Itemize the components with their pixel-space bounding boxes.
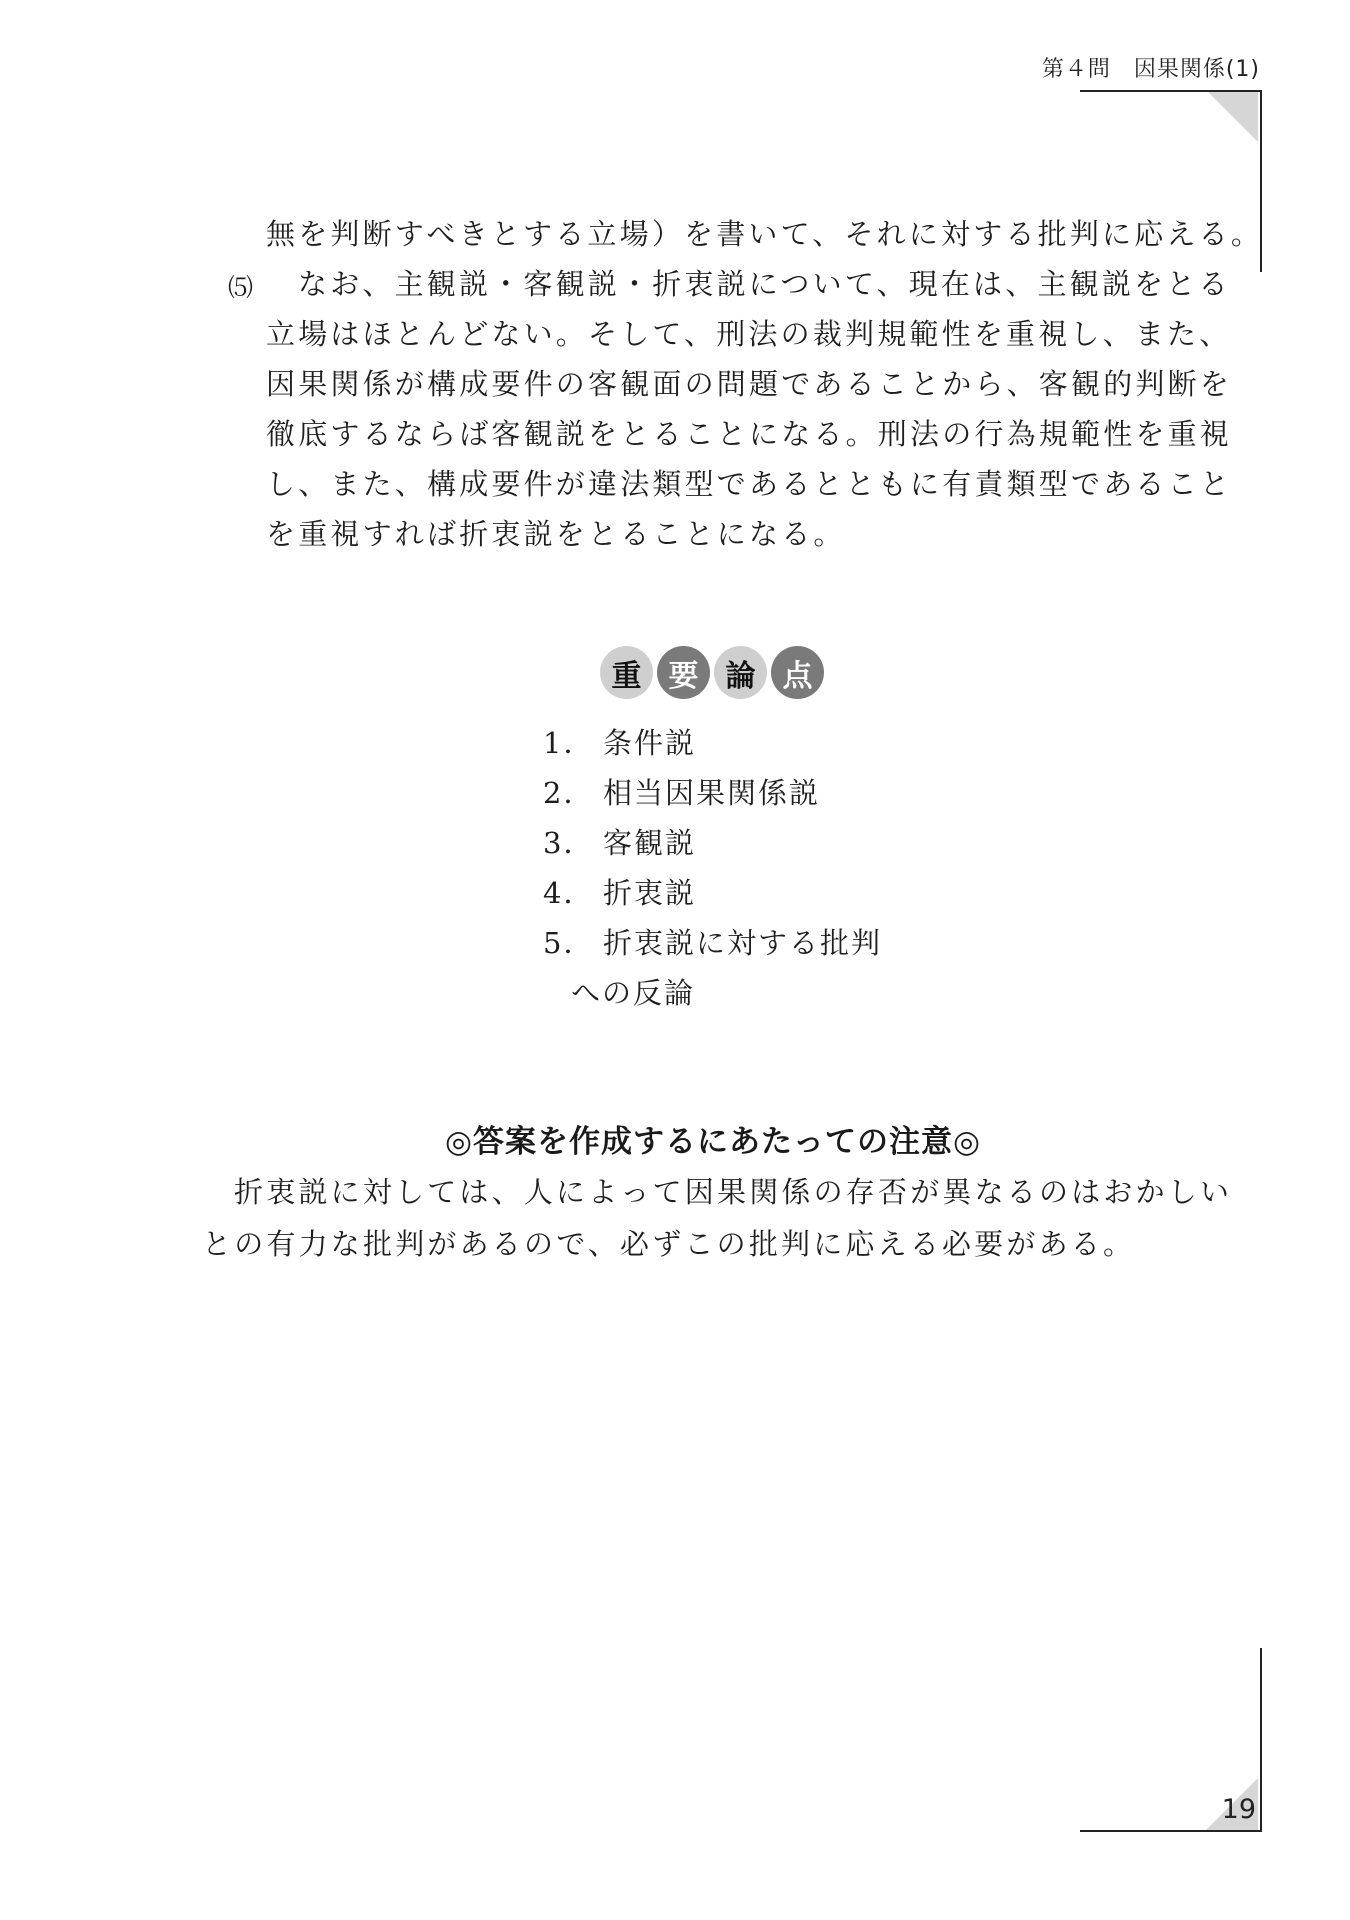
item-text: 相当因果関係説: [603, 776, 821, 810]
item-text: 客観説: [603, 826, 697, 860]
badge-char: 点: [771, 646, 824, 699]
body-line-6: し、また、構成要件が違法類型であるとともに有責類型であること: [266, 467, 1233, 501]
page-number: 19: [1221, 1794, 1256, 1825]
footer-rule: [1080, 1830, 1262, 1832]
item-number: 5．: [543, 926, 595, 960]
item-number: 2．: [543, 776, 595, 810]
badge-char: 論: [714, 646, 767, 699]
body-line-2: なお、主観説・客観説・折衷説について、現在は、主観説をとる: [298, 267, 1231, 301]
item-number: 4．: [543, 876, 595, 910]
key-points-list: [543, 718, 882, 1018]
item-marker-5: ⑸: [228, 273, 254, 302]
body-line-1: 無を判断すべきとする立場）を書いて、それに対する批判に応える。: [266, 217, 1264, 251]
list-item: [543, 768, 882, 818]
list-item-continuation: への反論: [571, 976, 696, 1010]
body-line-4: 因果関係が構成要件の客観面の問題であることから、客観的判断を: [266, 367, 1233, 401]
item-text: 折衷説: [603, 876, 697, 910]
list-item: [543, 818, 882, 868]
list-item: [543, 918, 882, 968]
badge-char: 重: [600, 646, 653, 699]
notice-line-2: との有力な批判があるので、必ずこの批判に応える必要がある。: [202, 1227, 1136, 1261]
body-line-7: を重視すれば折衷説をとることになる。: [266, 517, 846, 551]
notice-heading: ◎答案を作成するにあたっての注意◎: [444, 1124, 982, 1160]
chapter-title: 第４問 因果関係(1): [1041, 57, 1260, 82]
item-number: 3．: [543, 826, 595, 860]
notice-line-1: 折衷説に対しては、人によって因果関係の存否が異なるのはおかしい: [234, 1175, 1233, 1209]
item-number: 1．: [543, 726, 595, 760]
footer-side-rule: [1260, 1648, 1262, 1832]
corner-triangle-top: [1208, 92, 1258, 142]
body-line-5: 徹底するならば客観説をとることになる。刑法の行為規範性を重視: [266, 417, 1233, 451]
item-text: 条件説: [603, 726, 697, 760]
list-item: [543, 718, 882, 768]
item-text: 折衷説に対する批判: [603, 926, 883, 960]
list-item: [543, 868, 882, 918]
badge-char: 要: [657, 646, 710, 699]
body-line-3: 立場はほとんどない。そして、刑法の裁判規範性を重視し、また、: [266, 317, 1232, 351]
key-points-heading: [600, 646, 824, 699]
